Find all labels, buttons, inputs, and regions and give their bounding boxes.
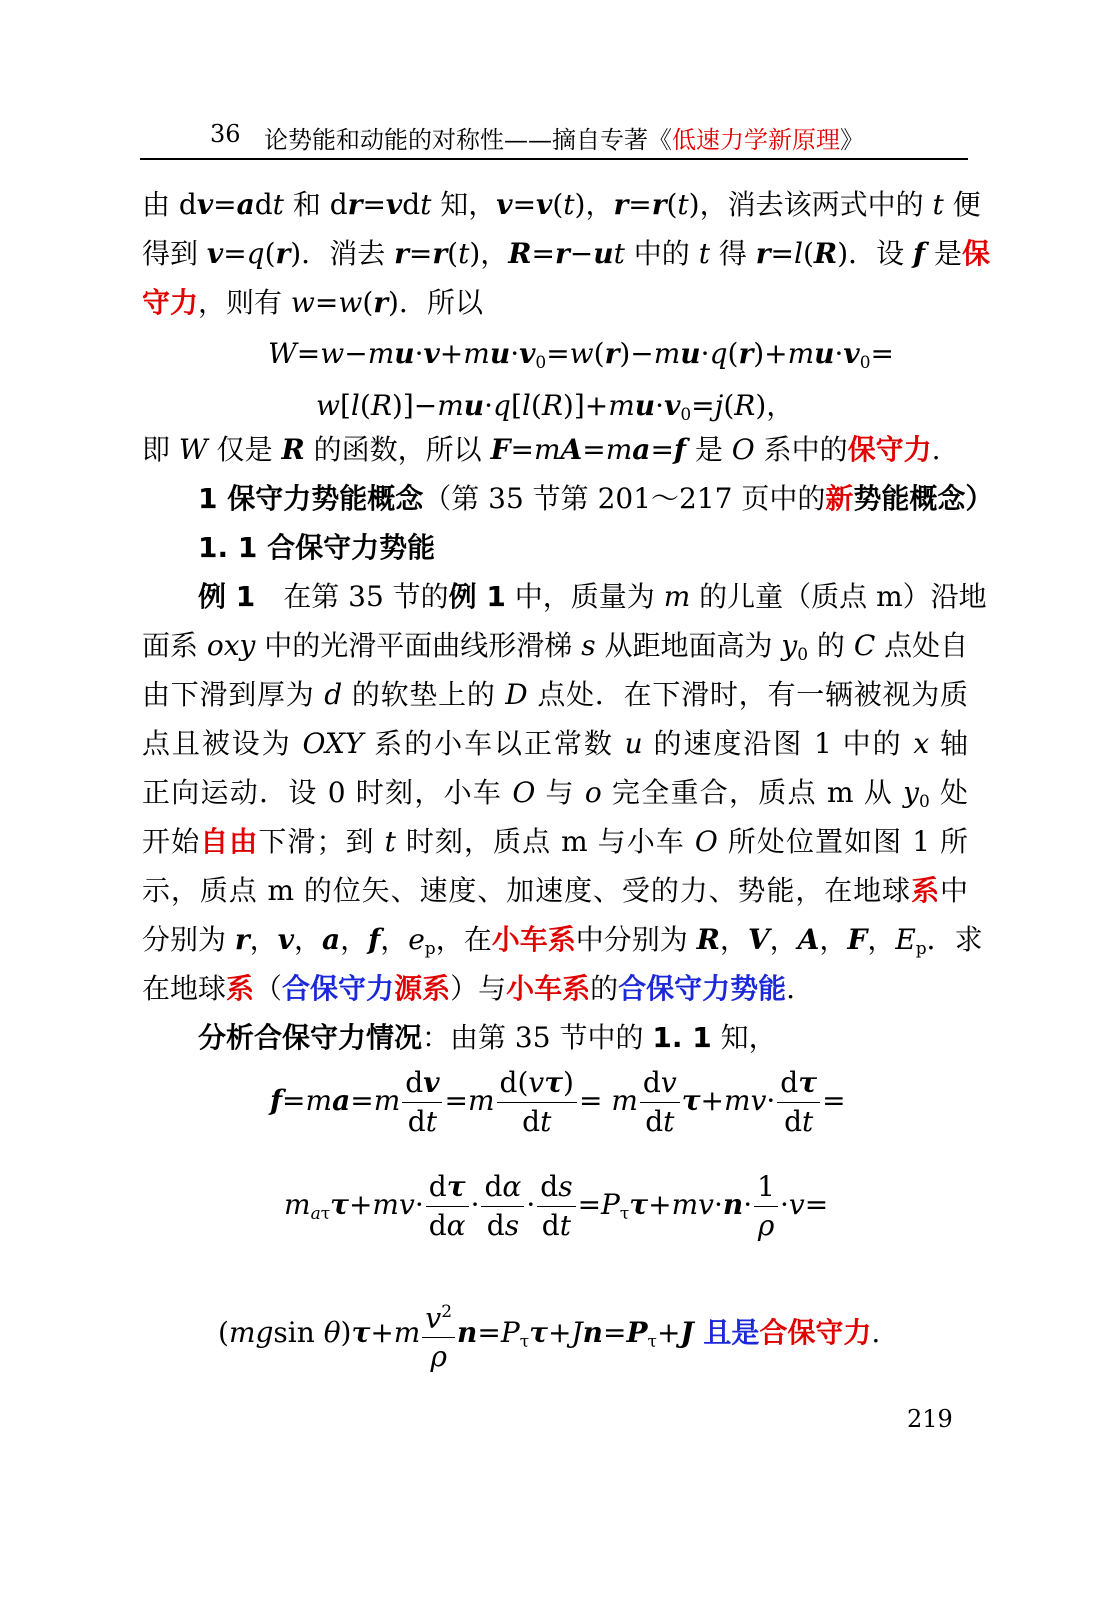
example-line6: 开始自由下滑；到 t 时刻，质点 m 与小车 O 所处位置如图 1 所	[142, 825, 968, 858]
header-title: 论势能和动能的对称性——摘自专著《低速力学新原理》	[264, 126, 864, 154]
heading-1: 1 保守力势能概念（第 35 节第 201～217 页中的新势能概念）	[198, 482, 994, 515]
para2: 即 W 仅是 R 的函数，所以 F=mA=ma=f 是 O 系中的保守力.	[142, 433, 941, 466]
example-line3: 由下滑到厚为 d 的软垫上的 D 点处．在下滑时，有一辆被视为质	[142, 678, 968, 711]
header-page-number: 36	[210, 120, 241, 148]
analysis-line: 分析合保守力情况：由第 35 节中的 1. 1 知，	[198, 1021, 777, 1054]
fraction-dv-dt: $\frac{dv}{dt}$	[402, 1066, 442, 1139]
equation-w-line1: $W=w-mu\cdot v+mu\cdot v_0=w(r)-mu\cdot q(r)+mu\cdot v_0=$	[268, 337, 894, 373]
equation-force: f=ma=m $\frac{dv}{dt}$ =m $\frac{d(v\tau)}{dt}$ = m $\frac{dv}{dt}$ τ+mv· $\frac{d\tau}{dt}$ =	[270, 1066, 846, 1138]
page-body	[142, 180, 994, 1062]
fraction-v2-over-rho: $\frac{v^2}{\rho}$	[422, 1295, 455, 1374]
example-line4: 点且被设为 OXY 系的小车以正常数 u 的速度沿图 1 中的 x 轴	[142, 727, 968, 760]
equation-chain-rule: $m_{a\tau}\tau+mv\cdot$ $\frac{d\tau}{d\alpha}$ · $\frac{d\alpha}{ds}$ · $\frac{ds}{dt}$ $=P_\tau\tau+mv\cdot n\cdot$ $\frac{1}{\rho}$ ·v=	[284, 1170, 829, 1242]
equation-conservative-force: (mgsin θ)τ+m $\frac{v^2}{\rho}$ $n=P_\tau\tau+Jn=P_\tau+J$ 且是合保守力.	[218, 1295, 880, 1374]
example-line7: 示，质点 m 的位矢、速度、加速度、受的力、势能，在地球系中	[142, 874, 968, 907]
example-line1: 例 1 在第 35 节的例 1 中，质量为 m 的儿童（质点 m）沿地	[198, 580, 987, 613]
equation-w-line2: $w[l(R)]-mu\cdot q[l(R)]+mu\cdot v_0=j(R)$，	[316, 389, 795, 425]
para1-line1: 由 dv=adt 和 dr=vdt 知，v=v(t)，r=r(t)，消去该两式中的 t 便	[142, 188, 981, 221]
para1-line3: 守力，则有 w=w(r)．所以	[142, 286, 483, 319]
para1-line2: 得到 v=q(r)．消去 r=r(t)，R=r−ut 中的 t 得 r=l(R)．设 f 是保	[142, 237, 990, 270]
example-line9: 在地球系（合保守力源系）与小车系的合保守力势能.	[142, 972, 796, 1005]
fraction-dtau-dt: $\frac{d\tau}{dt}$	[777, 1066, 820, 1139]
fraction-dalpha-ds: $\frac{d\alpha}{ds}$	[481, 1170, 524, 1243]
example-line5: 正向运动．设 0 时刻，小车 O 与 o 完全重合，质点 m 从 $y_0$ 处	[142, 776, 968, 812]
heading-1-1: 1. 1 合保守力势能	[198, 531, 436, 564]
fraction-dvtau-dt: $\frac{d(v\tau)}{dt}$	[497, 1066, 577, 1139]
fraction-ds-dt: $\frac{ds}{dt}$	[537, 1170, 575, 1243]
page-number: 219	[907, 1405, 953, 1433]
fraction-dtau-dalpha: $\frac{d\tau}{d\alpha}$	[426, 1170, 469, 1243]
example-line8: 分别为 r，v，a，f，$e_p$，在小车系中分别为 R，V，A，F，$E_p$．求	[142, 923, 983, 959]
page-header	[140, 118, 968, 160]
example-line2: 面系 oxy 中的光滑平面曲线形滑梯 s 从距地面高为 $y_0$ 的 C 点处自	[142, 629, 969, 665]
fraction-dv-dt-scalar: $\frac{dv}{dt}$	[640, 1066, 680, 1139]
fraction-one-over-rho: $\frac{1}{\rho}$	[754, 1170, 778, 1243]
